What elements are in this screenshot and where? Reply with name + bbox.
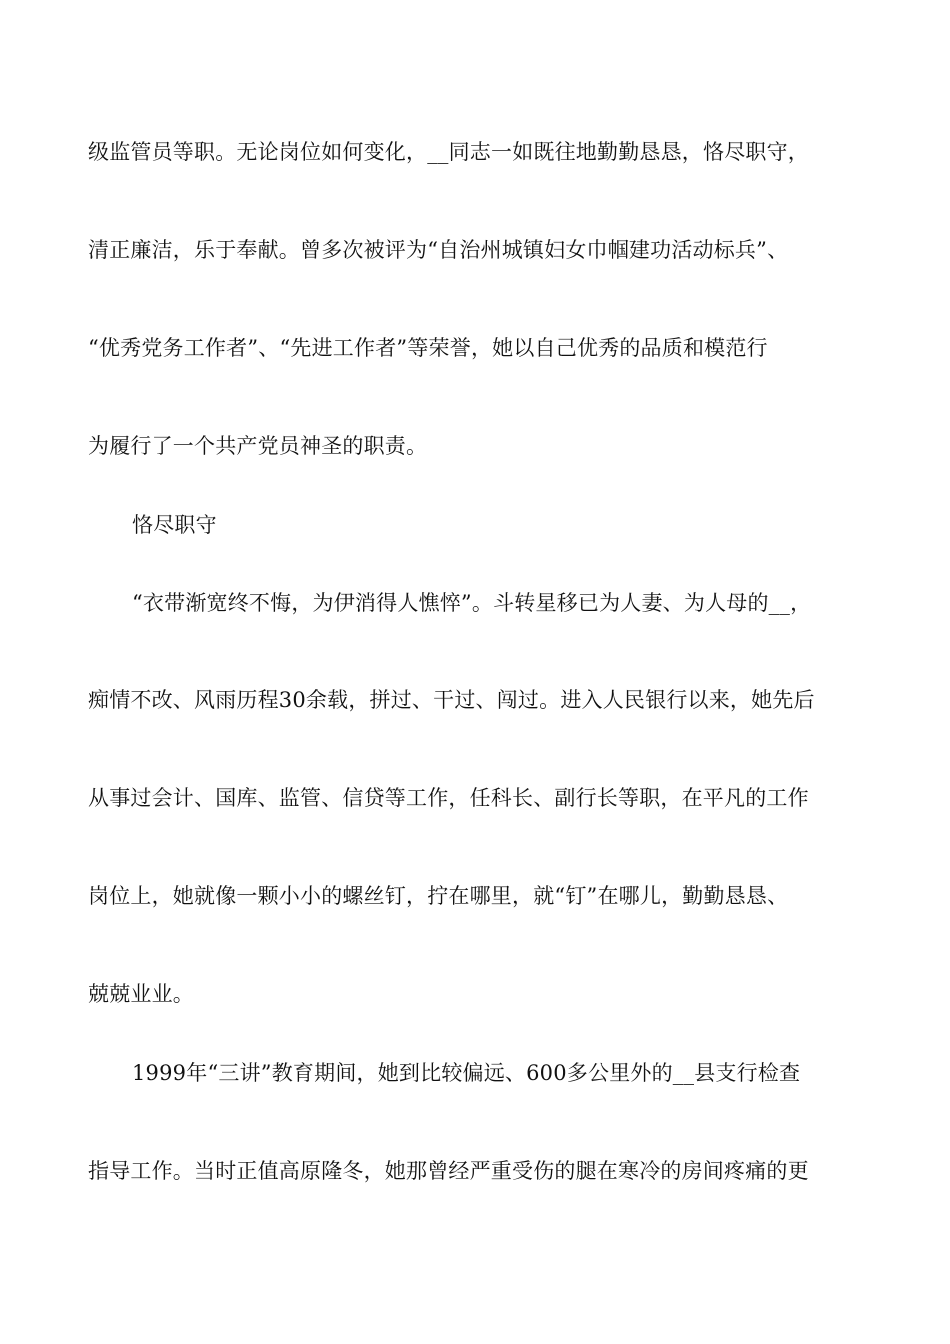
paragraph-line: 从事过会计、国库、监管、信贷等工作，任科长、副行长等职，在平凡的工作 — [88, 786, 809, 810]
paragraph-line: 指导工作。当时正值高原隆冬，她那曾经严重受伤的腿在寒冷的房间疼痛的更 — [88, 1159, 809, 1183]
paragraph-line: “衣带渐宽终不悔，为伊消得人憔悴”。斗转星移已为人妻、为人母的__， — [132, 591, 812, 615]
section-heading: 恪尽职守 — [132, 513, 217, 537]
paragraph-line: 岗位上，她就像一颗小小的螺丝钉，拧在哪里，就“钉”在哪儿，勤勤恳恳、 — [88, 884, 789, 908]
paragraph-line: 兢兢业业。 — [88, 982, 194, 1006]
paragraph-line: 为履行了一个共产党员神圣的职责。 — [88, 434, 428, 458]
paragraph-line: 清正廉洁，乐于奉献。曾多次被评为“自治州城镇妇女巾帼建功活动标兵”、 — [88, 238, 789, 262]
paragraph-line: 级监管员等职。无论岗位如何变化，__同志一如既往地勤勤恳恳，恪尽职守， — [88, 140, 809, 164]
paragraph-line: 痴情不改、风雨历程30余载，拼过、干过、闯过。进入人民银行以来，她先后 — [88, 688, 815, 712]
paragraph-line: “优秀党务工作者”、“先进工作者”等荣誉，她以自己优秀的品质和模范行 — [88, 336, 768, 360]
paragraph-line: 1999年“三讲”教育期间，她到比较偏远、600多公里外的__县支行检查 — [132, 1061, 801, 1085]
